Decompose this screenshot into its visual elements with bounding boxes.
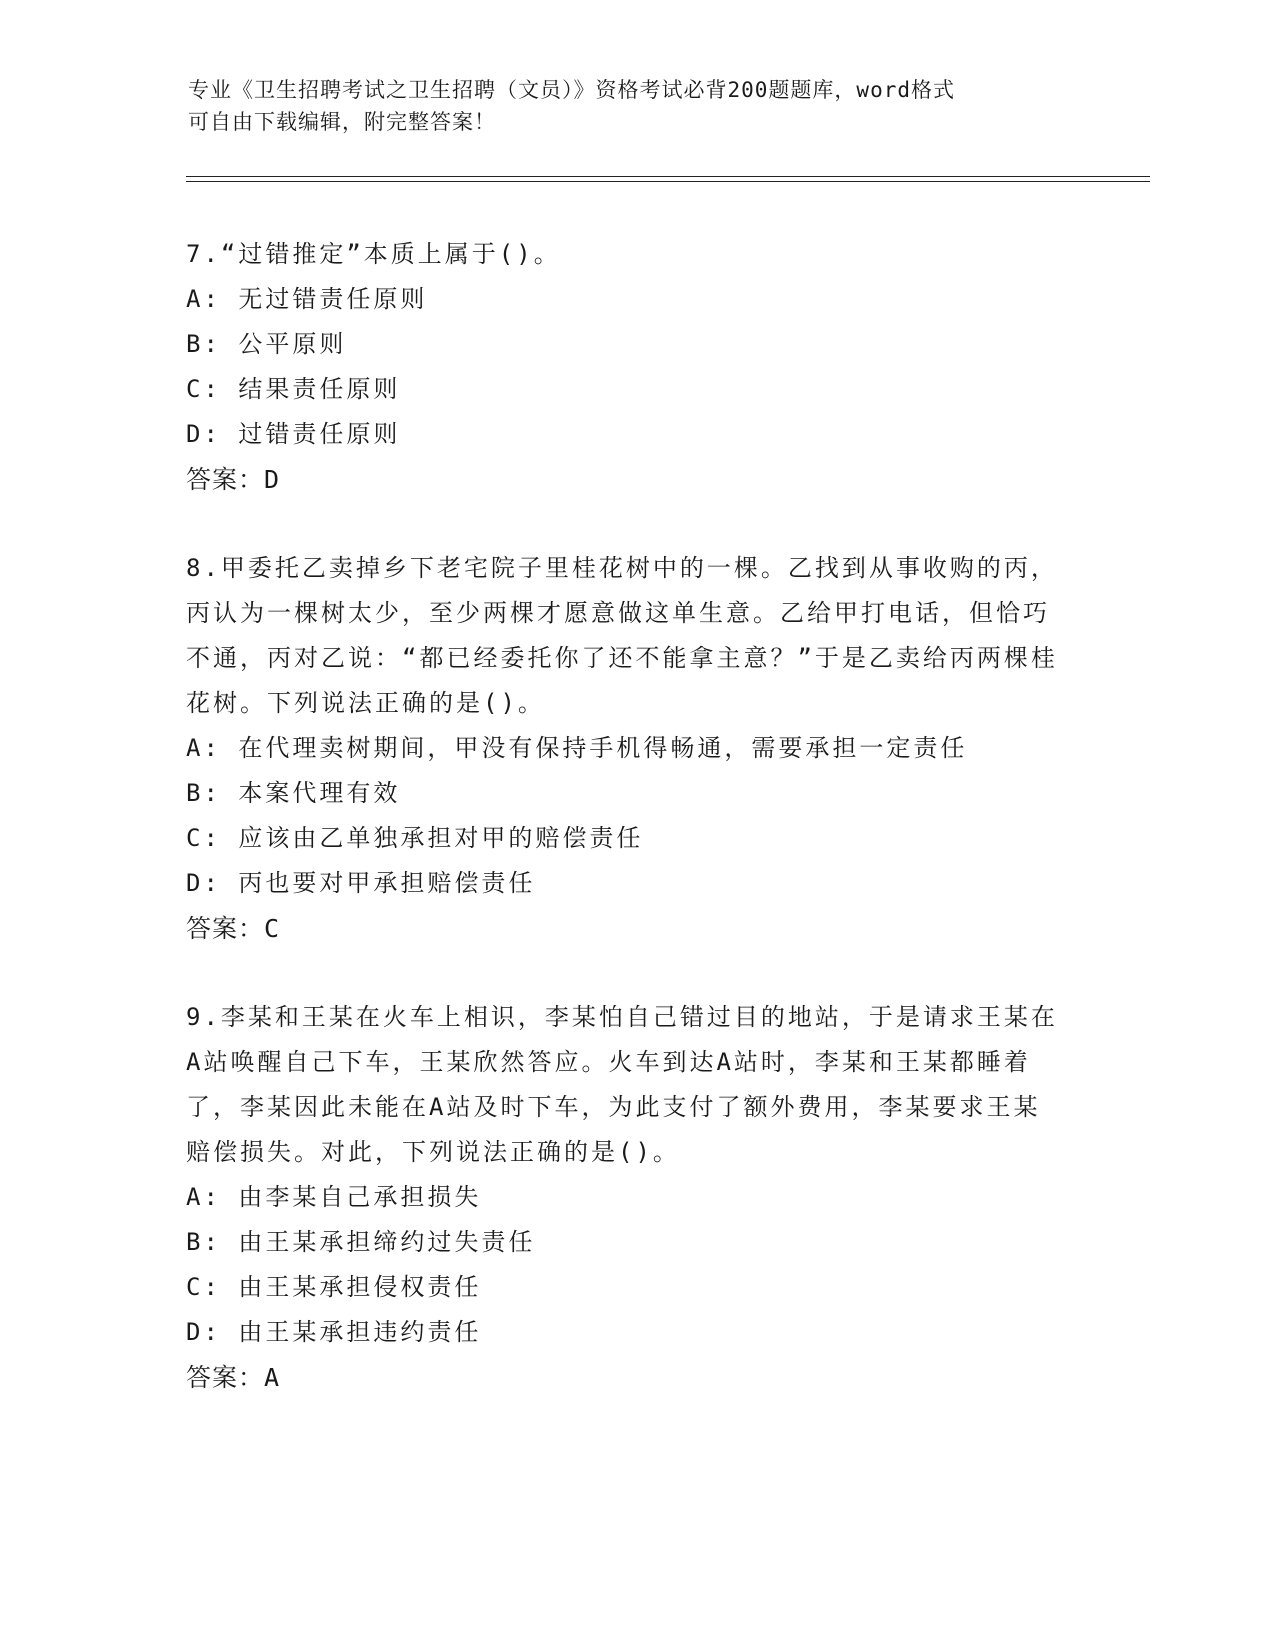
answer-value: A — [264, 1363, 281, 1392]
question-9 — [186, 995, 1066, 1400]
answer-value: D — [264, 465, 281, 494]
answer-line — [186, 457, 1066, 502]
answer-line — [186, 906, 1066, 951]
question-8 — [186, 546, 1066, 951]
option-c: C: 结果责任原则 — [186, 375, 401, 403]
question-list — [186, 232, 1066, 1444]
header-title-line-2: 可自由下载编辑，附完整答案！ — [188, 110, 496, 134]
header-title-line-1: 专业《卫生招聘考试之卫生招聘（文员）》资格考试必背200题题库，word格式 — [188, 78, 955, 102]
option-b: B: 本案代理有效 — [186, 779, 401, 807]
option-b: B: 公平原则 — [186, 330, 347, 358]
option-d: D: 丙也要对甲承担赔偿责任 — [186, 869, 536, 897]
answer-value: C — [264, 914, 281, 943]
header-divider-top — [186, 176, 1150, 177]
answer-line — [186, 1355, 1066, 1400]
option-a: A: 在代理卖树期间，甲没有保持手机得畅通，需要承担一定责任 — [186, 734, 968, 762]
header-divider-bottom — [186, 181, 1150, 182]
answer-label: 答案： — [186, 1363, 265, 1392]
question-stem: 7.“过错推定”本质上属于()。 — [186, 240, 561, 268]
option-a: A: 由李某自己承担损失 — [186, 1183, 482, 1211]
answer-label: 答案： — [186, 465, 265, 494]
option-c: C: 应该由乙单独承担对甲的赔偿责任 — [186, 824, 644, 852]
question-stem: 9.李某和王某在火车上相识，李某怕自己错过目的地站，于是请求王某在A站唤醒自己下车，王某欣然答应。火车到达A站时，李某和王某都睡着了，李某因此未能在A站及时下车，为此支付了额外费用，李某要求王某赔偿损失。对此，下列说法正确的是()。 — [186, 1003, 1058, 1166]
option-b: B: 由王某承担缔约过失责任 — [186, 1228, 536, 1256]
answer-label: 答案： — [186, 914, 265, 943]
option-d: D: 由王某承担违约责任 — [186, 1318, 482, 1346]
option-c: C: 由王某承担侵权责任 — [186, 1273, 482, 1301]
question-stem: 8.甲委托乙卖掉乡下老宅院子里桂花树中的一棵。乙找到从事收购的丙，丙认为一棵树太少，至少两棵才愿意做这单生意。乙给甲打电话，但恰巧不通，丙对乙说：“都已经委托你了还不能拿主意？”于是乙卖给丙两棵桂花树。下列说法正确的是()。 — [186, 554, 1058, 717]
option-d: D: 过错责任原则 — [186, 420, 401, 448]
option-a: A: 无过错责任原则 — [186, 285, 428, 313]
document-header — [188, 74, 1068, 138]
question-7 — [186, 232, 1066, 502]
